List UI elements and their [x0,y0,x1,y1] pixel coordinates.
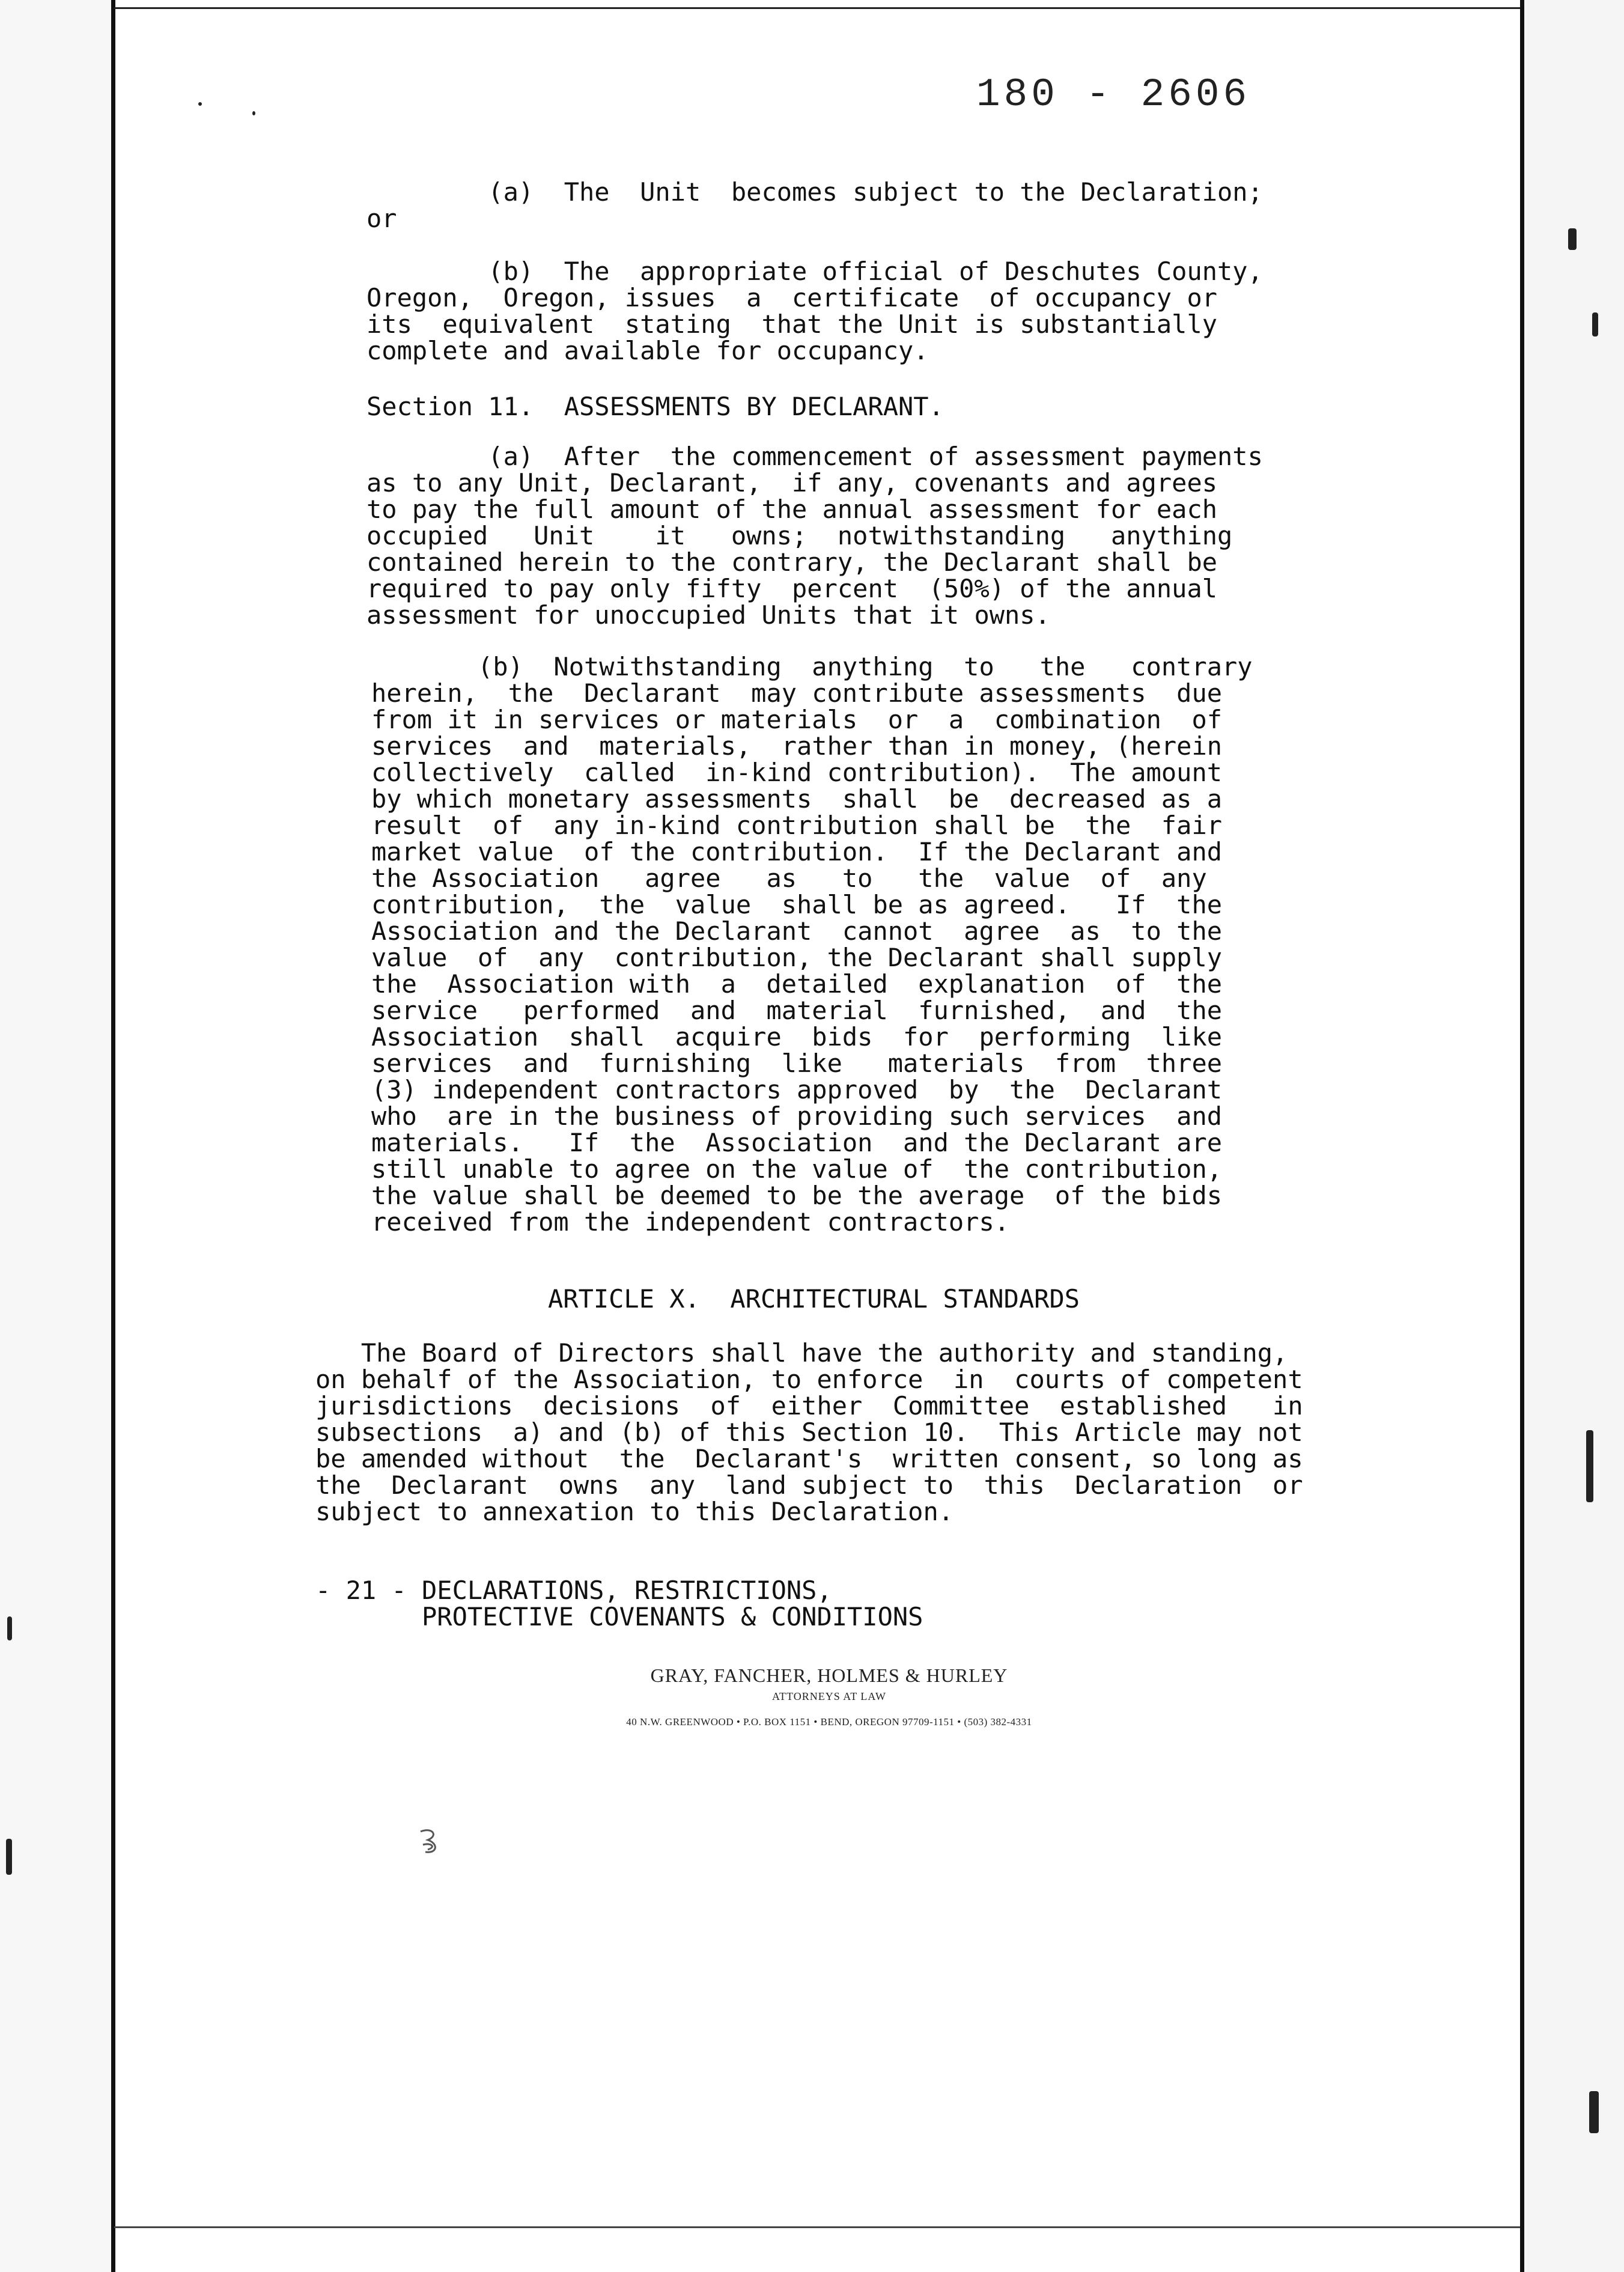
right-page-border [1520,0,1524,2272]
scan-speck [1589,2091,1599,2133]
scan-speck [252,111,255,115]
law-firm-letterhead [559,1664,1099,1728]
footer-caption: - 21 - DECLARATIONS, RESTRICTIONS, PROTECTIVE COVENANTS & CONDITIONS [315,1576,923,1631]
scan-right-margin [1522,0,1624,2272]
paragraph-item-a: (a) The Unit becomes subject to the Declaration; or [366,177,1263,233]
firm-subtitle: ATTORNEYS AT LAW [772,1690,886,1702]
section-11-paragraph-b: (b) Notwithstanding anything to the contrary herein, the Declarant may contribute assessments due from it in services or materials or a combination of services and materials, rather than in money, (herein collectively called in-kind contribution). The amount by which monetary assessments shall be decreased as a result of any in-kind contribution shall be the fair market value of the contribution. If the Declarant and the Association agree as to the value of any contribution, the value shall be as agreed. If the Association and the Declarant cannot agree as to the value of any contribution, the Declarant shall supply the Association with a detailed explanation of the service performed and material furnished, and the Association shall acquire bids for performing like services and furnishing like materials from three (3) independent contractors approved by the Declarant who are in the business of providing such services and materials. If the Association and the Declarant are still unable to agree on the value of the contribution, the value shall be deemed to be the average of the bids received from the independent contractors. [371,652,1253,1237]
scan-left-margin [0,0,114,2272]
handwritten-mark-icon [415,1827,445,1863]
page-number: 180 - 2606 [976,72,1251,117]
section-11-paragraph-a: (a) After the commencement of assessment payments as to any Unit, Declarant, if any, covenants and agrees to pay the full amount of the annual assessment for each occupied Unit it owns; notwithstanding anything contained herein to the contrary, the Declarant shall be required to pay only fifty percent (50%) of the annual assessment for unoccupied Units that it owns. [366,442,1263,630]
scan-speck [198,102,202,106]
scan-speck [7,1616,12,1640]
article-x-body: The Board of Directors shall have the authority and standing, on behalf of the Association, to enforce in courts of competent jurisdictions decisions of either Committee established in subsections a) and (b) of this Section 10. This Article may not be amended without the Declarant's written consent, so long as the Declarant owns any land subject to this Declaration or subject to annexation to this Declaration. [315,1338,1303,1526]
scan-speck [1568,228,1577,250]
bottom-scan-rule [114,2226,1520,2228]
left-page-border [111,0,115,2272]
firm-name: GRAY, FANCHER, HOLMES & HURLEY [650,1664,1008,1686]
section-11-heading: Section 11. ASSESSMENTS BY DECLARANT. [366,392,944,421]
paragraph-item-b: (b) The appropriate official of Deschutes County, Oregon, Oregon, issues a certificate of occupancy or its equivalent stating that the Unit is substantially complete and available for occupancy. [366,257,1263,365]
top-scan-rule [114,7,1520,9]
article-x-heading: ARTICLE X. ARCHITECTURAL STANDARDS [548,1284,1080,1314]
scan-speck [6,1839,12,1875]
firm-address: 40 N.W. GREENWOOD • P.O. BOX 1151 • BEND, OREGON 97709-1151 • (503) 382-4331 [626,1716,1032,1728]
scan-speck [1592,312,1598,337]
scan-speck [1586,1430,1593,1502]
